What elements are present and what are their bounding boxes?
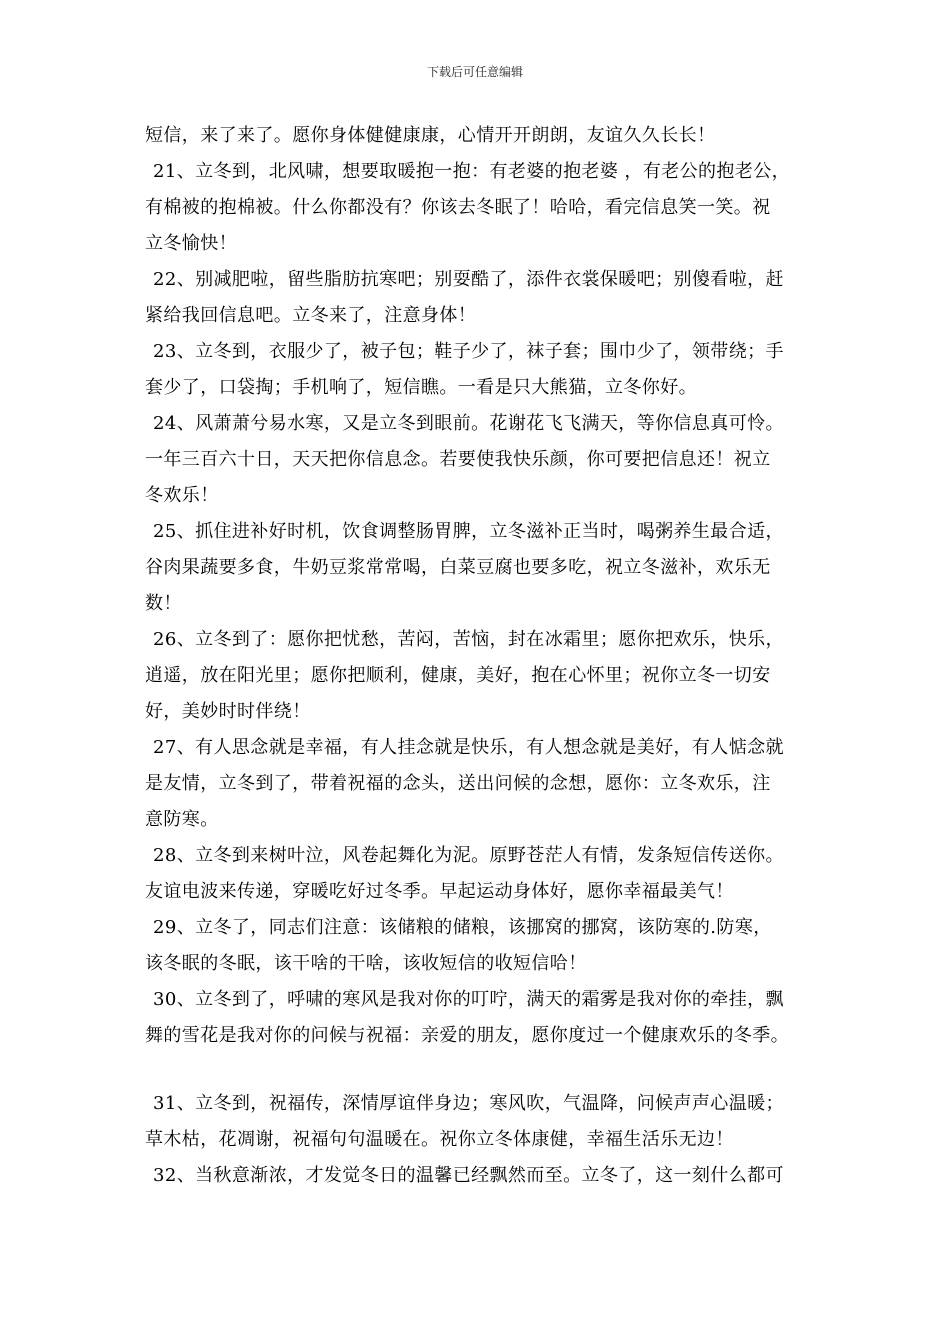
text-line: 22、别减肥啦，留些脂肪抗寒吧；别耍酷了，添件衣裳保暖吧；别傻看啦，赶 — [153, 269, 784, 290]
text-line: 26、立冬到了：愿你把忧愁，苦闷，苦恼，封在冰霜里；愿你把欢乐，快乐， — [153, 629, 784, 650]
text-line: 有棉被的抱棉被。什么你都没有？你该去冬眠了！哈哈，看完信息笑一笑。祝 — [145, 197, 771, 218]
text-line: 逍遥，放在阳光里；愿你把顺利，健康，美好，抱在心怀里；祝你立冬一切安 — [145, 665, 771, 686]
text-line: 31、立冬到，祝福传，深情厚谊伴身边；寒风吹，气温降，问候声声心温暖； — [153, 1093, 784, 1114]
text-line: 24、风萧萧兮易水寒，又是立冬到眼前。花谢花飞飞满天，等你信息真可怜。 — [153, 413, 784, 434]
text-line: 28、立冬到来树叶泣，风卷起舞化为泥。原野苍茫人有情，发条短信传送你。 — [153, 845, 784, 866]
page-header: 下载后可任意编辑 — [426, 65, 523, 79]
text-line: 友谊电波来传递，穿暖吃好过冬季。早起运动身体好，愿你幸福最美气！ — [145, 881, 734, 902]
text-line: 21、立冬到，北风啸，想要取暖抱一抱：有老婆的抱老婆 ，有老公的抱老公， — [153, 161, 791, 182]
text-line: 紧给我回信息吧。立冬来了，注意身体！ — [145, 305, 477, 326]
text-line: 30、立冬到了，呼啸的寒风是我对你的叮咛，满天的霜雾是我对你的牵挂，飘 — [153, 989, 784, 1010]
document-body — [145, 118, 835, 1194]
text-line: 32、当秋意渐浓，才发觉冬日的温馨已经飘然而至。立冬了，这一刻什么都可 — [153, 1165, 784, 1186]
text-line: 短信，来了来了。愿你身体健健康康，心情开开朗朗，友谊久久长长！ — [145, 125, 716, 146]
text-line: 29、立冬了，同志们注意：该储粮的储粮，该挪窝的挪窝，该防寒的.防寒， — [153, 917, 772, 938]
paragraph-gap — [145, 1054, 835, 1086]
text-line: 立冬愉快！ — [145, 233, 237, 254]
text-line: 23、立冬到，衣服少了，被子包；鞋子少了，袜子套；围巾少了，领带绕；手 — [153, 341, 784, 362]
text-line: 冬欢乐！ — [145, 485, 219, 506]
text-line: 一年三百六十日，天天把你信息念。若要使我快乐颜，你可要把信息还！祝立 — [145, 449, 771, 470]
text-line: 数！ — [145, 593, 182, 614]
text-line: 草木枯，花凋谢，祝福句句温暖在。祝你立冬体康健，幸福生活乐无边！ — [145, 1129, 734, 1150]
text-line: 谷肉果蔬要多食，牛奶豆浆常常喝，白菜豆腐也要多吃，祝立冬滋补，欢乐无 — [145, 557, 771, 578]
text-line: 27、有人思念就是幸福，有人挂念就是快乐，有人想念就是美好，有人惦念就 — [153, 737, 784, 758]
text-line: 套少了，口袋掏；手机响了，短信瞧。一看是只大熊猫，立冬你好。 — [145, 377, 697, 398]
text-line: 好，美妙时时伴绕！ — [145, 701, 311, 722]
text-line: 25、抓住进补好时机，饮食调整肠胃脾，立冬滋补正当时，喝粥养生最合适， — [153, 521, 784, 542]
text-line: 舞的雪花是我对你的问候与祝福：亲爱的朋友，愿你度过一个健康欢乐的冬季。 — [145, 1025, 789, 1046]
text-line: 意防寒。 — [145, 809, 219, 830]
text-line: 是友情，立冬到了，带着祝福的念头，送出问候的念想，愿你：立冬欢乐，注 — [145, 773, 771, 794]
text-line: 该冬眠的冬眠，该干啥的干啥，该收短信的收短信哈！ — [145, 953, 587, 974]
